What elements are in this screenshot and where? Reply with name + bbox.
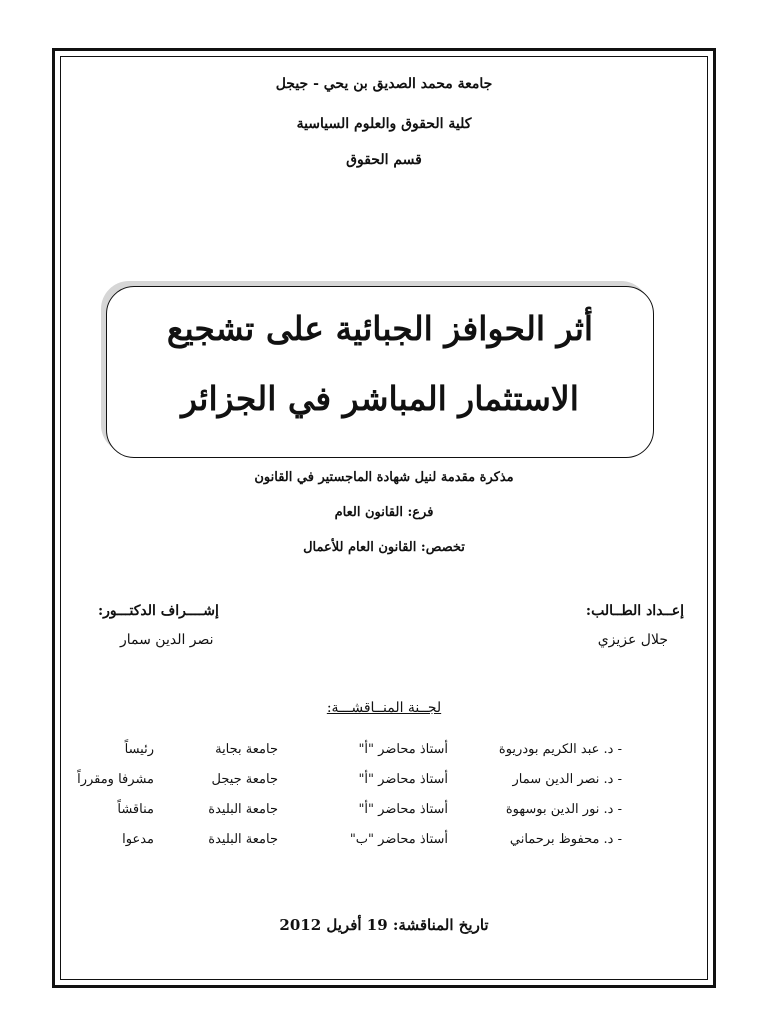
defense-date: تاريخ المناقشة: 19 أفريل 2012 (279, 916, 489, 934)
jury-member-role: رئيساً (124, 742, 154, 757)
supervisor-name: نصر الدين سمار (120, 632, 214, 648)
jury-member-name: - د. نصر الدين سمار (512, 772, 622, 787)
thesis-branch: فرع: القانون العام (334, 505, 434, 520)
faculty-name: كلية الحقوق والعلوم السياسية (296, 116, 472, 132)
jury-member-name: - د. محفوظ برحماني (509, 832, 622, 847)
jury-member-rank: أستاذ محاضر "ب" (349, 832, 448, 847)
jury-member-name: - د. عبد الكريم بودريوة (498, 742, 622, 757)
student-label: إعــداد الطــالب: (585, 603, 684, 619)
student-name: جلال عزيزي (597, 632, 668, 648)
jury-member-role: مشرفا ومقرراً (77, 772, 154, 787)
title-box (106, 286, 654, 458)
jury-row (60, 742, 708, 766)
jury-member-rank: أستاذ محاضر "أ" (358, 772, 448, 787)
department-name: قسم الحقوق (346, 152, 422, 168)
jury-row (60, 832, 708, 856)
jury-member-name: - د. نور الدين بوسهوة (505, 802, 622, 817)
jury-row (60, 802, 708, 826)
jury-member-university: جامعة جيجل (211, 772, 278, 787)
jury-member-university: جامعة البليدة (208, 802, 278, 817)
supervisor-label: إشــــراف الدكتـــور: (98, 603, 219, 619)
jury-member-role: مناقشاً (117, 802, 154, 817)
jury-row (60, 772, 708, 796)
university-name: جامعة محمد الصديق بن يحي - جيجل (275, 76, 493, 92)
jury-member-university: جامعة بجاية (215, 742, 278, 757)
jury-member-rank: أستاذ محاضر "أ" (358, 742, 448, 757)
thesis-specialty: تخصص: القانون العام للأعمال (303, 540, 465, 555)
jury-member-university: جامعة البليدة (208, 832, 278, 847)
thesis-description: مذكرة مقدمة لنيل شهادة الماجستير في القانون (254, 470, 514, 485)
jury-member-role: مدعوا (122, 832, 154, 847)
jury-title-text: لجــنة المنــاقشـــة: (326, 700, 442, 716)
title-line-2: الاستثمار المباشر في الجزائر (181, 379, 579, 418)
jury-title (60, 700, 708, 716)
title-line-1: أثر الحوافز الجبائية على تشجيع (166, 309, 594, 348)
jury-member-rank: أستاذ محاضر "أ" (358, 802, 448, 817)
